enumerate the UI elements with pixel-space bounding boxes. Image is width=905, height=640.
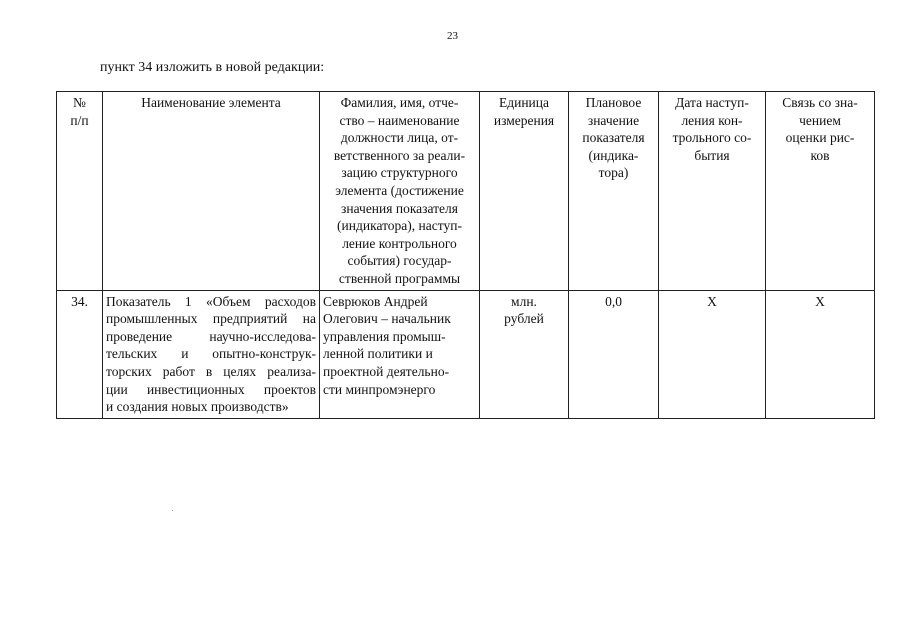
table-row <box>57 290 875 418</box>
header-row <box>57 92 875 291</box>
scan-speck <box>172 510 173 511</box>
row-planned-value: 0,0 <box>569 290 659 418</box>
header-element-name: Наименование элемента <box>103 92 320 291</box>
header-control-event-date: Дата наступ- ления кон- трольного со- бытия <box>659 92 766 291</box>
row-number: 34. <box>57 290 103 418</box>
intro-text: пункт 34 изложить в новой редакции: <box>100 60 325 75</box>
header-risk-link: Связь со зна- чением оценки рис- ков <box>766 92 875 291</box>
header-planned-value: Плановое значение показателя (индика- тора) <box>569 92 659 291</box>
row-unit: млн. рублей <box>480 290 569 418</box>
row-responsible: Севрюков Андрей Олегович – начальник управления промыш- ленной политики и проектной деятельно- сти минпромэнерго <box>320 290 480 418</box>
indicator-table <box>56 91 875 419</box>
header-unit: Единица измерения <box>480 92 569 291</box>
header-number: № п/п <box>57 92 103 291</box>
row-risk-link: Х <box>766 290 875 418</box>
page-number: 23 <box>447 30 458 42</box>
row-element-name: Показатель 1 «Объем расходов промышленных предприятий на проведение научно-исследова- тельских и опытно-конструк- торских работ в целях реализа- ции инвестиционных проектов и создания новых производств» <box>103 290 320 418</box>
header-responsible: Фамилия, имя, отче- ство – наименование должности лица, от- ветственного за реали- зацию структурного элемента (достижение значения показателя (индикатора), наступ- ление контрольного события) государ- ственной программы <box>320 92 480 291</box>
row-control-event-date: Х <box>659 290 766 418</box>
